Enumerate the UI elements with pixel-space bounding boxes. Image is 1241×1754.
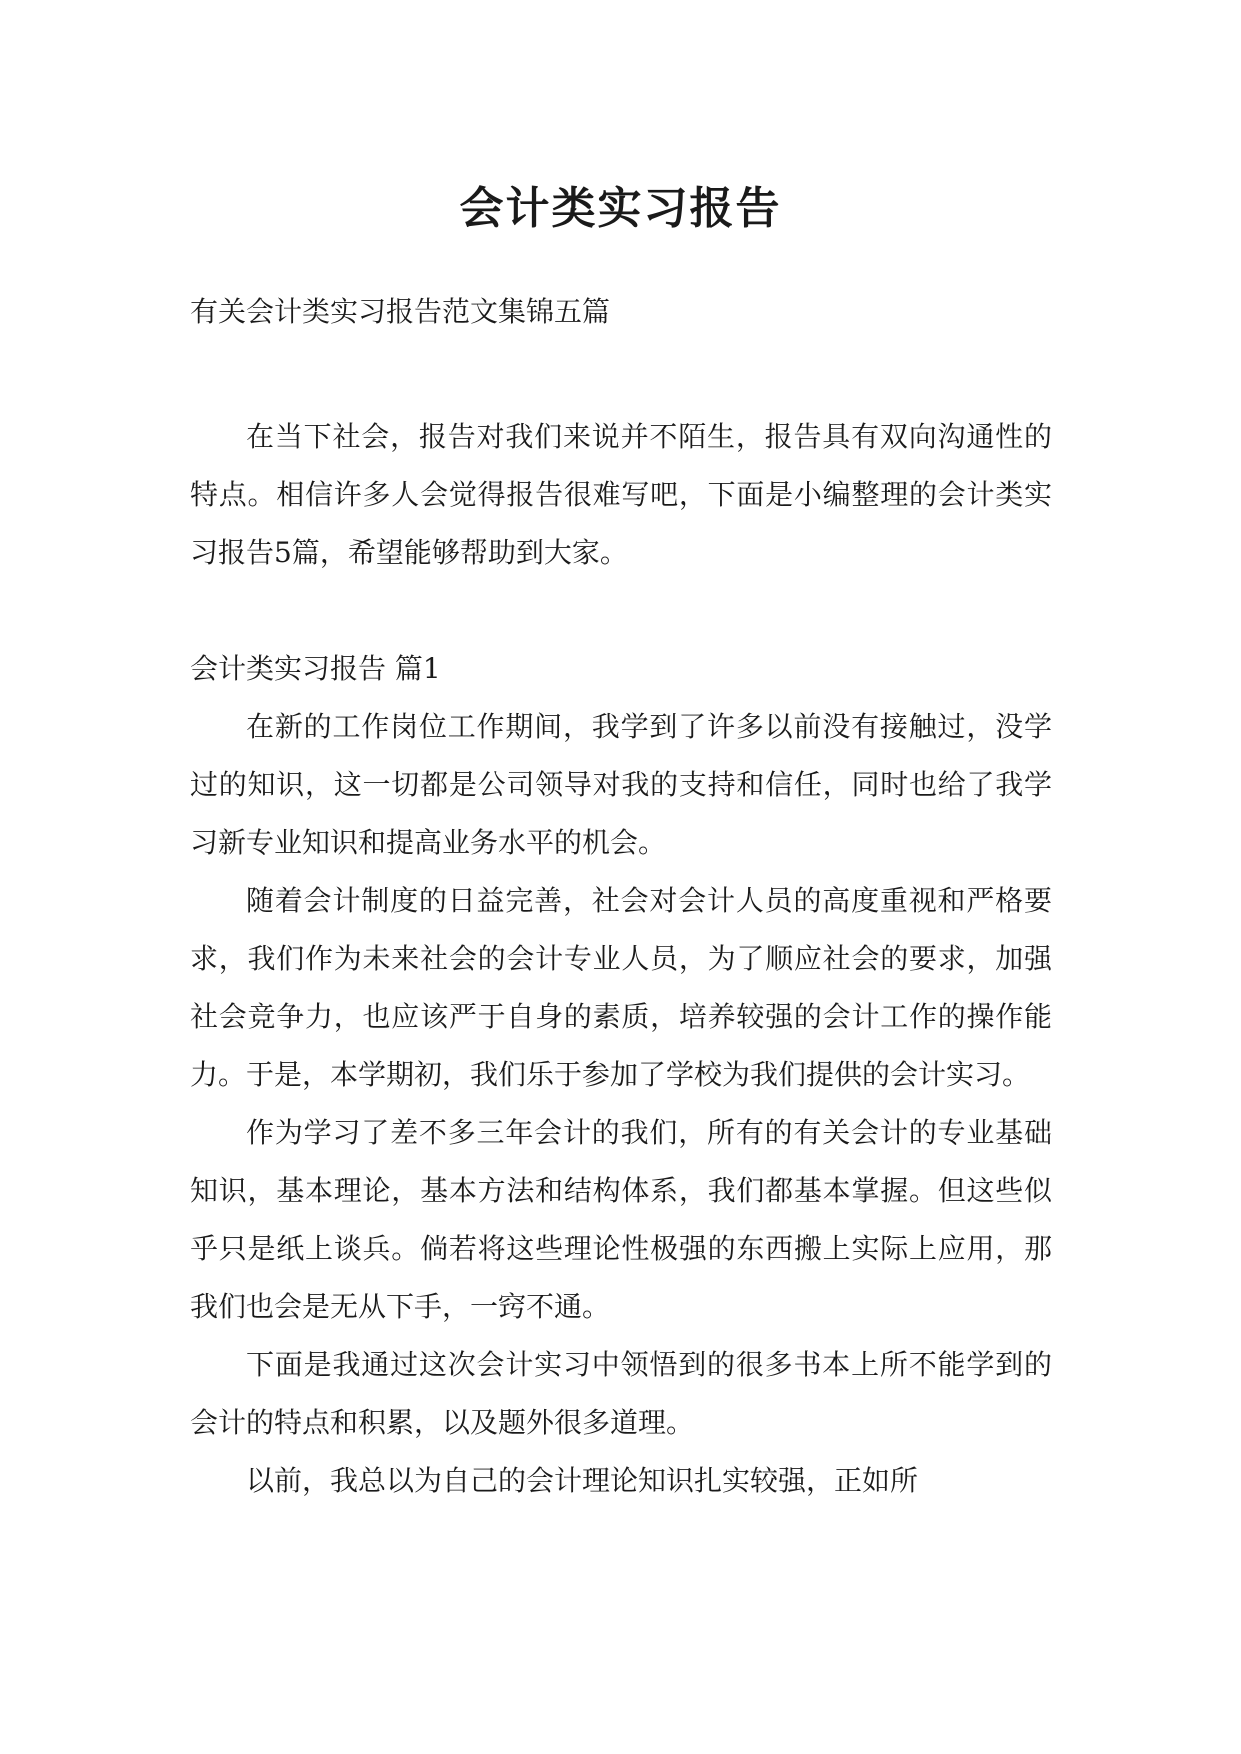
- section-heading: 会计类实习报告 篇1: [190, 652, 441, 685]
- body-paragraph: 下面是我通过这次会计实习中领悟到的很多书本上所不能学到的会计的特点和积累，以及题外很多道理。: [190, 1348, 1052, 1439]
- document-title: 会计类实习报告: [459, 183, 782, 235]
- body-paragraph: 随着会计制度的日益完善，社会对会计人员的高度重视和严格要求，我们作为未来社会的会计专业人员，为了顺应社会的要求，加强社会竞争力，也应该严于自身的素质，培养较强的会计工作的操作能力。于是，本学期初，我们乐于参加了学校为我们提供的会计实习。: [190, 884, 1052, 1091]
- body-paragraph: 在新的工作岗位工作期间，我学到了许多以前没有接触过，没学过的知识，这一切都是公司领导对我的支持和信任，同时也给了我学习新专业知识和提高业务水平的机会。: [190, 710, 1052, 859]
- document-body: [190, 408, 1052, 1510]
- body-paragraph: 作为学习了差不多三年会计的我们，所有的有关会计的专业基础知识，基本理论，基本方法和结构体系，我们都基本掌握。但这些似乎只是纸上谈兵。倘若将这些理论性极强的东西搬上实际上应用，那我们也会是无从下手，一窍不通。: [190, 1116, 1052, 1323]
- body-paragraph: 以前，我总以为自己的会计理论知识扎实较强，正如所: [246, 1464, 919, 1497]
- intro-paragraph: 在当下社会，报告对我们来说并不陌生，报告具有双向沟通性的特点。相信许多人会觉得报告很难写吧，下面是小编整理的会计类实习报告5篇，希望能够帮助到大家。: [190, 420, 1052, 569]
- document-subtitle: 有关会计类实习报告范文集锦五篇: [190, 295, 611, 328]
